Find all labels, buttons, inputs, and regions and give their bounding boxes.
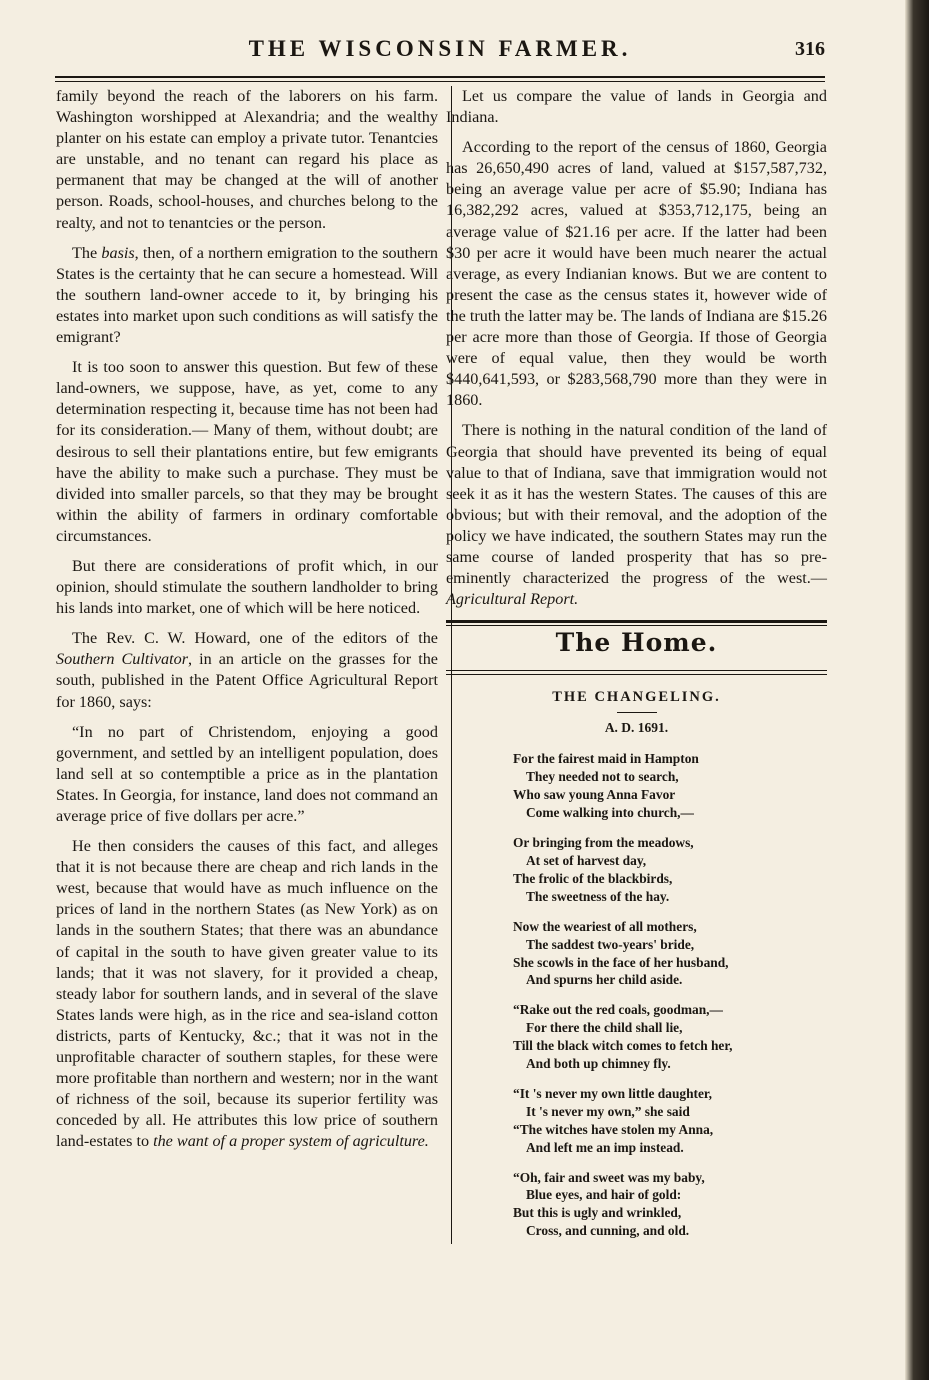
poem-stanza <box>513 834 827 906</box>
page-edge-shadow <box>905 0 929 1380</box>
poem-line: The sweetness of the hay. <box>526 888 670 904</box>
italic-run: the want of a proper system of agriculture. <box>153 1132 429 1151</box>
poem-stanza <box>513 1169 827 1241</box>
paragraph: But there are considerations of profit which, in our opinion, should stimulate the southern landholder to bring his lands into market, one of which will be here noticed. <box>56 556 438 618</box>
poem-line: Come walking into church,— <box>526 805 694 821</box>
poem-line: And left me an imp instead. <box>526 1139 684 1155</box>
poem-title: THE CHANGELING. <box>552 689 721 706</box>
poem-line: The frolic of the blackbirds, <box>513 870 673 886</box>
block-quote: “In no part of Christendom, enjoying a good government, and settled by an intelligent population, does land sell at so contemptible a price as in the plantation States. In Georgia, for instance, land does not command an average price of five dollars per acre.” <box>56 722 438 825</box>
header-rule <box>55 76 825 82</box>
paragraph-howard <box>56 628 438 712</box>
section-heading: The Home. <box>555 628 718 658</box>
poem-line: Now the weariest of all mothers, <box>513 918 697 934</box>
poem-line: At set of harvest day, <box>526 852 647 868</box>
poem-line: Till the black witch comes to fetch her, <box>513 1038 733 1054</box>
poem-stanza <box>513 918 827 990</box>
masthead: THE WISCONSIN FARMER. <box>248 36 632 61</box>
right-column <box>446 86 827 1252</box>
text-run: , in an article on the grasses for the south, published in the Patent Office Agricultural Report for 1860, says: <box>56 650 438 711</box>
text-run: , then, of a northern emigration to the southern States is the certainty that he can secure a homestead. Will the southern land-owner accede to it, by bringing his estates into market upon such conditions as will satisfy the emigrant? <box>56 243 438 347</box>
poem-line: She scowls in the face of her husband, <box>513 954 729 970</box>
text-run: He then considers the causes of this fact, and alleges that it is not because there are cheap and rich lands in the west, because that would have as much influence on the prices of land in the northern States (as New York) as on lands in the southern States; that there was an abundance of capital in the south to have given greater value to its lands; that it was not slavery, for it provided a cheap, steady labor for southern lands, and in several of the slave States lands were high, as in the rice and sea-island cotton districts, parts of Kentucky, &c.; that it was not in the unprofitable character of southern staples, for these were more profitable than northern and western; nor in the want of richness of the soil, because its superior fertility was conceded by all. He attributes this low price of southern land-estates to <box>56 837 438 1151</box>
text-run: There is nothing in the natural condition of the land of Georgia that should have prevented its being of equal value to that of Indiana, save that immigration would not seek it as it has the western States. The causes of this are obvious; but with their removal, and the adoption of the policy we have indicated, the southern States may run the same course of landed prosperity that has so pre-eminently characterized the progress of the west.— <box>446 421 827 588</box>
poem-line: “The witches have stolen my Anna, <box>513 1121 714 1137</box>
paragraph: Let us compare the value of lands in Georgia and Indiana. <box>446 87 827 127</box>
poem-line: But this is ugly and wrinkled, <box>513 1205 682 1221</box>
page-header <box>55 36 825 70</box>
poem-line: Or bringing from the meadows, <box>513 835 694 851</box>
text-run: The <box>72 243 102 262</box>
text-run: The Rev. C. W. Howard, one of the editors of the <box>72 629 438 648</box>
poem-line: They needed not to search, <box>526 769 679 785</box>
italic-run: Southern Cultivator <box>56 650 189 669</box>
paragraph-basis <box>56 243 438 348</box>
italic-run: basis <box>101 243 135 262</box>
poem-body <box>446 750 827 1240</box>
poem-line: Blue eyes, and hair of gold: <box>526 1187 682 1203</box>
poem-line: The saddest two-years' bride, <box>526 936 695 952</box>
poem-line: For the fairest maid in Hampton <box>513 751 699 767</box>
poem-stanza <box>513 1085 827 1157</box>
section-rule-lower <box>446 670 827 675</box>
poem-stanza <box>513 1001 827 1073</box>
poem-line: “Rake out the red coals, goodman,— <box>513 1002 723 1018</box>
poem-line: And spurns her child aside. <box>526 972 683 988</box>
poem-line: Cross, and cunning, and old. <box>526 1223 690 1239</box>
poem-line: “Oh, fair and sweet was my baby, <box>513 1169 705 1185</box>
source-citation: Agricultural Report. <box>446 590 579 609</box>
paragraph: It is too soon to answer this question. But few of these land-owners, we suppose, have, as yet, come to any determination respecting it, because time has not been had for its consideration.— Many of them, without doubt; are desirous to sell their plantations entire, but few emigrants have the ability to make such a purchase. They must be divided into smaller parcels, so that they may be brought within the ability of farmers in ordinary comfortable circumstances. <box>56 358 438 545</box>
poem-line: “It 's never my own little daughter, <box>513 1085 712 1101</box>
paragraph-census: According to the report of the census of 1860, Georgia has 26,650,490 acres of land, valued at $157,587,732, being an average value per acre of $5.90; Indiana has 16,382,292 acres, valued at $353,712,175, being an average value of $21.16 per acre. If the latter had been $30 per acre it would have been much nearer the actual average, as every Indianian knows. But we are content to present the case as the census states it, however wide of the truth the latter may be. The lands of Indiana are $15.26 per acre more than those of Georgia. If those of Georgia were of equal value, then they would be worth $440,641,593, or $283,568,790 more than they were in 1860. <box>446 138 827 410</box>
poem-title-rule <box>617 712 657 713</box>
poem-line: Who saw young Anna Favor <box>513 787 676 803</box>
paragraph-closing <box>446 420 827 610</box>
poem-stanza <box>513 750 827 822</box>
paragraph: family beyond the reach of the laborers on his farm. Washington worshipped at Alexandria; and the wealthy planter on his estate can employ a private tutor. Tenantcies are unstable, and no tenant can regard his place as permanent that may be changed at the will of another person. Roads, school-houses, and churches belong to the realty, and not to tenantcies or the person. <box>56 87 438 232</box>
poem-line: And both up chimney fly. <box>526 1056 671 1072</box>
left-column <box>56 86 438 1162</box>
paragraph-final <box>56 836 438 1152</box>
section-rule <box>446 620 827 626</box>
poem-date: A. D. 1691. <box>604 720 669 736</box>
page-number: 316 <box>795 38 825 60</box>
poem-line: For there the child shall lie, <box>526 1020 683 1036</box>
poem-line: It 's never my own,” she said <box>526 1103 690 1119</box>
